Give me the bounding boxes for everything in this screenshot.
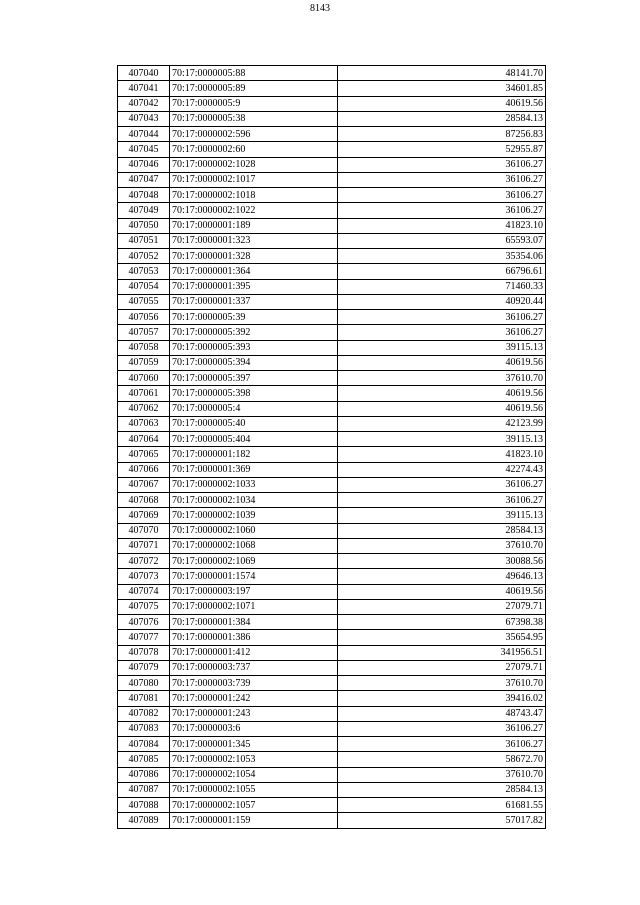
row-number-cell: 407055	[118, 294, 170, 309]
value-cell: 28584.13	[338, 523, 546, 538]
cadastral-number-cell: 70:17:0000001:328	[170, 249, 338, 264]
cadastral-number-cell: 70:17:0000003:739	[170, 676, 338, 691]
value-cell: 66796.61	[338, 264, 546, 279]
value-cell: 41823.10	[338, 218, 546, 233]
value-cell: 37610.70	[338, 371, 546, 386]
table-row	[118, 508, 546, 523]
cadastral-number-cell: 70:17:0000005:392	[170, 325, 338, 340]
table-row	[118, 660, 546, 675]
value-cell: 40619.56	[338, 355, 546, 370]
value-cell: 36106.27	[338, 493, 546, 508]
table-row	[118, 340, 546, 355]
table-row	[118, 706, 546, 721]
table-row	[118, 325, 546, 340]
table-row	[118, 355, 546, 370]
value-cell: 28584.13	[338, 782, 546, 797]
value-cell: 27079.71	[338, 660, 546, 675]
row-number-cell: 407062	[118, 401, 170, 416]
cadastral-number-cell: 70:17:0000005:39	[170, 310, 338, 325]
value-cell: 37610.70	[338, 676, 546, 691]
row-number-cell: 407071	[118, 538, 170, 553]
table-row	[118, 279, 546, 294]
cadastral-number-cell: 70:17:0000003:6	[170, 721, 338, 736]
table-row	[118, 554, 546, 569]
row-number-cell: 407059	[118, 355, 170, 370]
table-row	[118, 752, 546, 767]
table-row	[118, 493, 546, 508]
cadastral-number-cell: 70:17:0000002:596	[170, 127, 338, 142]
value-cell: 37610.70	[338, 767, 546, 782]
value-cell: 65593.07	[338, 233, 546, 248]
table-row	[118, 569, 546, 584]
cadastral-number-cell: 70:17:0000005:397	[170, 371, 338, 386]
table-row	[118, 310, 546, 325]
table-row	[118, 782, 546, 797]
value-cell: 87256.83	[338, 127, 546, 142]
table-row	[118, 294, 546, 309]
row-number-cell: 407075	[118, 599, 170, 614]
cadastral-number-cell: 70:17:0000003:197	[170, 584, 338, 599]
table-row	[118, 157, 546, 172]
table-row	[118, 645, 546, 660]
value-cell: 57017.82	[338, 813, 546, 828]
cadastral-number-cell: 70:17:0000002:1028	[170, 157, 338, 172]
cadastral-number-cell: 70:17:0000001:189	[170, 218, 338, 233]
row-number-cell: 407068	[118, 493, 170, 508]
value-cell: 42123.99	[338, 416, 546, 431]
table-row	[118, 523, 546, 538]
table-row	[118, 676, 546, 691]
row-number-cell: 407054	[118, 279, 170, 294]
value-cell: 27079.71	[338, 599, 546, 614]
table-row	[118, 447, 546, 462]
value-cell: 42274.43	[338, 462, 546, 477]
row-number-cell: 407083	[118, 721, 170, 736]
row-number-cell: 407069	[118, 508, 170, 523]
cadastral-number-cell: 70:17:0000003:737	[170, 660, 338, 675]
table-row	[118, 462, 546, 477]
row-number-cell: 407082	[118, 706, 170, 721]
table-row	[118, 172, 546, 187]
cadastral-number-cell: 70:17:0000001:242	[170, 691, 338, 706]
value-cell: 58672.70	[338, 752, 546, 767]
row-number-cell: 407077	[118, 630, 170, 645]
table-row	[118, 249, 546, 264]
row-number-cell: 407047	[118, 172, 170, 187]
cadastral-number-cell: 70:17:0000005:4	[170, 401, 338, 416]
table-row	[118, 813, 546, 828]
row-number-cell: 407045	[118, 142, 170, 157]
cadastral-number-cell: 70:17:0000005:89	[170, 81, 338, 96]
value-cell: 36106.27	[338, 310, 546, 325]
value-cell: 35654.95	[338, 630, 546, 645]
cadastral-number-cell: 70:17:0000001:337	[170, 294, 338, 309]
cadastral-number-cell: 70:17:0000002:1034	[170, 493, 338, 508]
table-body	[118, 66, 546, 829]
value-cell: 35354.06	[338, 249, 546, 264]
cadastral-number-cell: 70:17:0000001:182	[170, 447, 338, 462]
row-number-cell: 407065	[118, 447, 170, 462]
value-cell: 40619.56	[338, 386, 546, 401]
cadastral-number-cell: 70:17:0000005:9	[170, 96, 338, 111]
row-number-cell: 407074	[118, 584, 170, 599]
value-cell: 34601.85	[338, 81, 546, 96]
row-number-cell: 407060	[118, 371, 170, 386]
cadastral-number-cell: 70:17:0000002:60	[170, 142, 338, 157]
table-row	[118, 371, 546, 386]
value-cell: 28584.13	[338, 111, 546, 126]
value-cell: 39115.13	[338, 432, 546, 447]
cadastral-number-cell: 70:17:0000001:369	[170, 462, 338, 477]
value-cell: 30088.56	[338, 554, 546, 569]
cadastral-value-table	[117, 65, 546, 829]
table-row	[118, 538, 546, 553]
value-cell: 71460.33	[338, 279, 546, 294]
value-cell: 36106.27	[338, 172, 546, 187]
row-number-cell: 407087	[118, 782, 170, 797]
value-cell: 39416.02	[338, 691, 546, 706]
cadastral-number-cell: 70:17:0000001:243	[170, 706, 338, 721]
row-number-cell: 407063	[118, 416, 170, 431]
table-row	[118, 477, 546, 492]
value-cell: 341956.51	[338, 645, 546, 660]
value-cell: 39115.13	[338, 508, 546, 523]
value-cell: 40619.56	[338, 584, 546, 599]
row-number-cell: 407052	[118, 249, 170, 264]
cadastral-number-cell: 70:17:0000005:394	[170, 355, 338, 370]
row-number-cell: 407041	[118, 81, 170, 96]
cadastral-number-cell: 70:17:0000002:1055	[170, 782, 338, 797]
row-number-cell: 407079	[118, 660, 170, 675]
cadastral-number-cell: 70:17:0000002:1039	[170, 508, 338, 523]
cadastral-number-cell: 70:17:0000001:384	[170, 615, 338, 630]
cadastral-number-cell: 70:17:0000005:38	[170, 111, 338, 126]
row-number-cell: 407067	[118, 477, 170, 492]
row-number-cell: 407064	[118, 432, 170, 447]
table-row	[118, 66, 546, 81]
table-row	[118, 721, 546, 736]
cadastral-number-cell: 70:17:0000002:1033	[170, 477, 338, 492]
row-number-cell: 407073	[118, 569, 170, 584]
table-row	[118, 599, 546, 614]
cadastral-number-cell: 70:17:0000001:159	[170, 813, 338, 828]
cadastral-number-cell: 70:17:0000005:404	[170, 432, 338, 447]
table-row	[118, 416, 546, 431]
cadastral-number-cell: 70:17:0000002:1068	[170, 538, 338, 553]
table-row	[118, 218, 546, 233]
cadastral-number-cell: 70:17:0000002:1022	[170, 203, 338, 218]
cadastral-number-cell: 70:17:0000002:1060	[170, 523, 338, 538]
table-row	[118, 401, 546, 416]
row-number-cell: 407042	[118, 96, 170, 111]
table-row	[118, 111, 546, 126]
table-row	[118, 188, 546, 203]
table-row	[118, 127, 546, 142]
value-cell: 36106.27	[338, 721, 546, 736]
cadastral-number-cell: 70:17:0000001:412	[170, 645, 338, 660]
cadastral-number-cell: 70:17:0000001:345	[170, 737, 338, 752]
value-cell: 49646.13	[338, 569, 546, 584]
row-number-cell: 407044	[118, 127, 170, 142]
cadastral-number-cell: 70:17:0000001:1574	[170, 569, 338, 584]
value-cell: 48743.47	[338, 706, 546, 721]
row-number-cell: 407057	[118, 325, 170, 340]
row-number-cell: 407089	[118, 813, 170, 828]
row-number-cell: 407040	[118, 66, 170, 81]
cadastral-number-cell: 70:17:0000001:386	[170, 630, 338, 645]
row-number-cell: 407084	[118, 737, 170, 752]
table-row	[118, 142, 546, 157]
cadastral-number-cell: 70:17:0000001:323	[170, 233, 338, 248]
value-cell: 48141.70	[338, 66, 546, 81]
row-number-cell: 407046	[118, 157, 170, 172]
cadastral-number-cell: 70:17:0000005:88	[170, 66, 338, 81]
row-number-cell: 407076	[118, 615, 170, 630]
value-cell: 61681.55	[338, 798, 546, 813]
row-number-cell: 407080	[118, 676, 170, 691]
row-number-cell: 407086	[118, 767, 170, 782]
table-row	[118, 798, 546, 813]
row-number-cell: 407081	[118, 691, 170, 706]
value-cell: 67398.38	[338, 615, 546, 630]
row-number-cell: 407066	[118, 462, 170, 477]
table-row	[118, 203, 546, 218]
value-cell: 37610.70	[338, 538, 546, 553]
page-number: 8143	[310, 3, 330, 14]
table-row	[118, 615, 546, 630]
row-number-cell: 407049	[118, 203, 170, 218]
row-number-cell: 407088	[118, 798, 170, 813]
row-number-cell: 407078	[118, 645, 170, 660]
cadastral-number-cell: 70:17:0000002:1054	[170, 767, 338, 782]
table-row	[118, 432, 546, 447]
table-row	[118, 264, 546, 279]
value-cell: 40619.56	[338, 401, 546, 416]
row-number-cell: 407053	[118, 264, 170, 279]
table-row	[118, 233, 546, 248]
row-number-cell: 407070	[118, 523, 170, 538]
value-cell: 36106.27	[338, 188, 546, 203]
value-cell: 36106.27	[338, 203, 546, 218]
row-number-cell: 407058	[118, 340, 170, 355]
row-number-cell: 407056	[118, 310, 170, 325]
cadastral-number-cell: 70:17:0000005:40	[170, 416, 338, 431]
row-number-cell: 407050	[118, 218, 170, 233]
row-number-cell: 407085	[118, 752, 170, 767]
cadastral-number-cell: 70:17:0000001:395	[170, 279, 338, 294]
table-row	[118, 584, 546, 599]
value-cell: 36106.27	[338, 325, 546, 340]
value-cell: 36106.27	[338, 157, 546, 172]
table-row	[118, 96, 546, 111]
table-row	[118, 81, 546, 96]
cadastral-number-cell: 70:17:0000002:1057	[170, 798, 338, 813]
table-row	[118, 630, 546, 645]
table-row	[118, 691, 546, 706]
value-cell: 41823.10	[338, 447, 546, 462]
cadastral-number-cell: 70:17:0000002:1018	[170, 188, 338, 203]
table-row	[118, 386, 546, 401]
row-number-cell: 407061	[118, 386, 170, 401]
cadastral-number-cell: 70:17:0000002:1053	[170, 752, 338, 767]
table-row	[118, 737, 546, 752]
value-cell: 39115.13	[338, 340, 546, 355]
cadastral-number-cell: 70:17:0000002:1071	[170, 599, 338, 614]
value-cell: 40619.56	[338, 96, 546, 111]
value-cell: 36106.27	[338, 477, 546, 492]
cadastral-number-cell: 70:17:0000005:398	[170, 386, 338, 401]
row-number-cell: 407051	[118, 233, 170, 248]
cadastral-number-cell: 70:17:0000001:364	[170, 264, 338, 279]
row-number-cell: 407072	[118, 554, 170, 569]
row-number-cell: 407048	[118, 188, 170, 203]
value-cell: 40920.44	[338, 294, 546, 309]
value-cell: 52955.87	[338, 142, 546, 157]
row-number-cell: 407043	[118, 111, 170, 126]
cadastral-number-cell: 70:17:0000002:1017	[170, 172, 338, 187]
value-cell: 36106.27	[338, 737, 546, 752]
table-row	[118, 767, 546, 782]
cadastral-number-cell: 70:17:0000002:1069	[170, 554, 338, 569]
cadastral-number-cell: 70:17:0000005:393	[170, 340, 338, 355]
